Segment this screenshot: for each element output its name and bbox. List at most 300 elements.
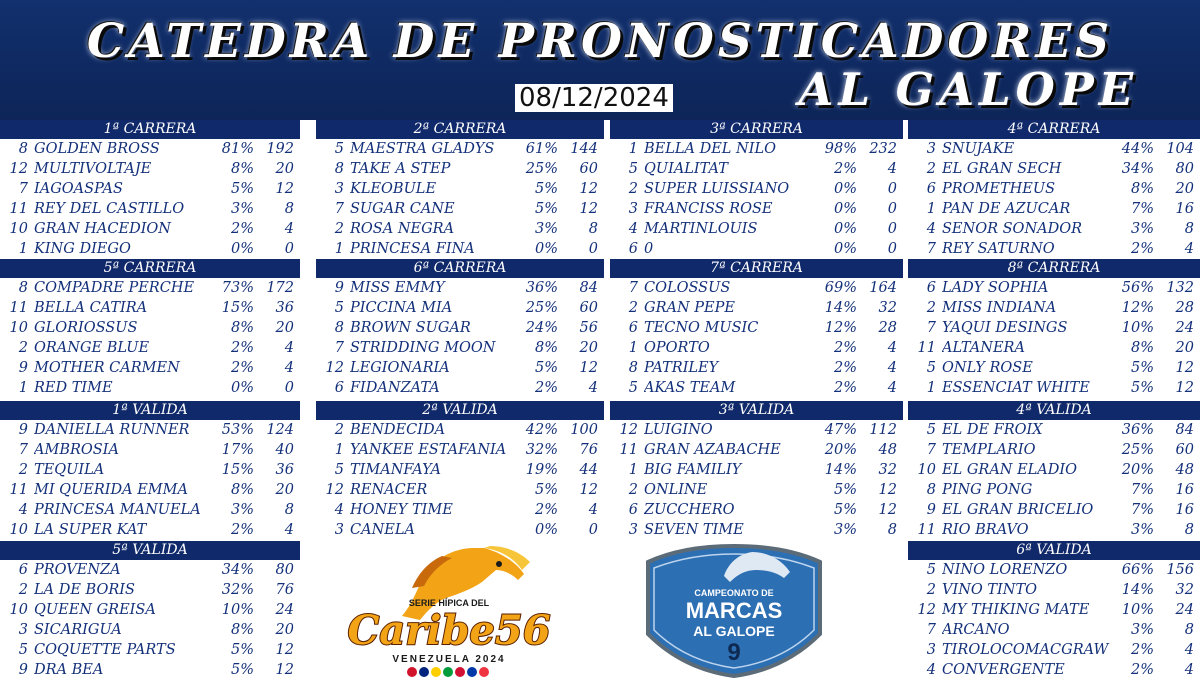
horse-percent: 53%	[221, 422, 254, 438]
horse-number: 5	[334, 141, 344, 157]
horse-name: EL DE FROIX	[942, 422, 1043, 438]
horse-name: BENDECIDA	[350, 422, 446, 438]
horse-row	[908, 139, 1200, 159]
horse-name: PATRILEY	[644, 360, 719, 376]
horse-row	[0, 520, 300, 540]
block-title: 5ª VALIDA	[0, 541, 300, 560]
horse-number: 3	[334, 181, 344, 197]
horse-percent: 12%	[824, 320, 857, 336]
horse-percent: 17%	[221, 442, 254, 458]
horse-name: QUIALITAT	[644, 161, 728, 177]
horse-name: MY THIKING MATE	[942, 602, 1090, 618]
horse-number: 2	[18, 582, 28, 598]
horse-points: 56	[579, 320, 598, 336]
horse-number: 1	[334, 442, 344, 458]
horse-name: ROSA NEGRA	[350, 221, 455, 237]
horse-points: 112	[869, 422, 897, 438]
horse-points: 20	[579, 340, 598, 356]
horse-name: LEGIONARIA	[350, 360, 450, 376]
horse-row	[610, 159, 903, 179]
horse-row	[316, 460, 604, 480]
horse-name: LA SUPER KAT	[34, 522, 147, 538]
campeonato-line3: AL GALOPE	[693, 623, 775, 639]
horse-points: 104	[1166, 141, 1194, 157]
horse-name: PING PONG	[942, 482, 1033, 498]
horse-number: 12	[9, 161, 28, 177]
horse-number: 8	[18, 141, 28, 157]
horse-percent: 2%	[833, 161, 857, 177]
horse-number: 8	[18, 280, 28, 296]
horse-percent: 36%	[1121, 422, 1154, 438]
horse-name: TEQUILA	[34, 462, 105, 478]
horse-percent: 69%	[824, 280, 857, 296]
horse-number: 1	[334, 241, 344, 257]
horse-name: ESSENCIAT WHITE	[942, 380, 1090, 396]
horse-row	[0, 318, 300, 338]
horse-number: 2	[18, 462, 28, 478]
horse-name: SICARIGUA	[34, 622, 122, 638]
horse-percent: 5%	[833, 502, 857, 518]
horse-percent: 3%	[1130, 221, 1154, 237]
horse-row	[316, 338, 604, 358]
horse-percent: 66%	[1121, 562, 1154, 578]
horse-percent: 3%	[230, 502, 254, 518]
horse-percent: 8%	[230, 161, 254, 177]
horse-name: TIMANFAYA	[350, 462, 442, 478]
horse-points: 12	[579, 181, 598, 197]
horse-row	[908, 298, 1200, 318]
horse-points: 84	[1175, 422, 1194, 438]
campeonato-number: 9	[727, 639, 741, 666]
horse-number: 8	[926, 482, 936, 498]
horse-name: MI QUERIDA EMMA	[34, 482, 188, 498]
horse-name: ZUCCHERO	[644, 502, 735, 518]
horse-percent: 15%	[221, 462, 254, 478]
horse-points: 80	[1175, 161, 1194, 177]
horse-points: 144	[570, 141, 598, 157]
horse-number: 8	[628, 360, 638, 376]
horse-number: 11	[917, 340, 936, 356]
horse-percent: 3%	[534, 221, 558, 237]
horse-name: BROWN SUGAR	[350, 320, 471, 336]
horse-row	[0, 600, 300, 620]
horse-row	[908, 159, 1200, 179]
horse-row	[0, 199, 300, 219]
horse-row	[0, 460, 300, 480]
horse-points: 0	[284, 380, 294, 396]
horse-percent: 8%	[1130, 340, 1154, 356]
horse-points: 40	[275, 442, 294, 458]
horse-points: 32	[1175, 582, 1194, 598]
horse-percent: 25%	[525, 161, 558, 177]
horse-row	[610, 139, 903, 159]
horse-number: 6	[926, 280, 936, 296]
horse-number: 5	[926, 562, 936, 578]
horse-points: 12	[275, 662, 294, 678]
horse-percent: 0%	[833, 181, 857, 197]
horse-number: 7	[334, 201, 344, 217]
horse-name: COMPADRE PERCHE	[34, 280, 195, 296]
horse-row	[610, 338, 903, 358]
horse-points: 44	[579, 462, 598, 478]
horse-percent: 2%	[1130, 241, 1154, 257]
horse-row	[316, 318, 604, 338]
horse-number: 7	[926, 241, 936, 257]
horse-number: 7	[628, 280, 638, 296]
horse-number: 4	[926, 221, 936, 237]
horse-row	[908, 560, 1200, 580]
horse-percent: 73%	[221, 280, 254, 296]
horse-name: GRAN PEPE	[644, 300, 735, 316]
valida-block	[316, 401, 604, 540]
caribe-country-text: VENEZUELA 2024	[392, 654, 506, 665]
horse-name: ORANGE BLUE	[34, 340, 150, 356]
race-block	[908, 259, 1200, 398]
horse-number: 8	[334, 161, 344, 177]
horse-percent: 2%	[230, 221, 254, 237]
horse-row	[316, 298, 604, 318]
horse-name: PROVENZA	[34, 562, 121, 578]
horse-row	[908, 420, 1200, 440]
horse-name: KLEOBULE	[350, 181, 437, 197]
horse-number: 2	[18, 340, 28, 356]
horse-percent: 3%	[1130, 622, 1154, 638]
horse-row	[0, 620, 300, 640]
horse-name: STRIDDING MOON	[350, 340, 496, 356]
horse-row	[316, 440, 604, 460]
horse-row	[908, 179, 1200, 199]
horse-percent: 5%	[230, 181, 254, 197]
horse-percent: 3%	[230, 201, 254, 217]
horse-row	[908, 580, 1200, 600]
horse-percent: 12%	[1121, 300, 1154, 316]
horse-name: COQUETTE PARTS	[34, 642, 176, 658]
horse-name: GOLDEN BROSS	[34, 141, 160, 157]
horse-name: SNUJAKE	[942, 141, 1015, 157]
horse-points: 0	[284, 241, 294, 257]
horse-number: 6	[628, 241, 638, 257]
horse-number: 9	[18, 422, 28, 438]
horse-name: EL GRAN ELADIO	[942, 462, 1078, 478]
horse-points: 20	[275, 622, 294, 638]
horse-name: MARTINLOUIS	[644, 221, 758, 237]
horse-percent: 5%	[1130, 380, 1154, 396]
horse-row	[316, 278, 604, 298]
horse-points: 4	[887, 161, 897, 177]
horse-points: 12	[275, 181, 294, 197]
horse-row	[0, 500, 300, 520]
horse-points: 12	[1175, 380, 1194, 396]
horse-name: 0	[644, 241, 654, 257]
block-title: 1ª CARRERA	[0, 120, 300, 139]
horse-points: 20	[275, 320, 294, 336]
horse-points: 0	[887, 181, 897, 197]
horse-percent: 5%	[230, 642, 254, 658]
horse-row	[0, 640, 300, 660]
horse-number: 10	[9, 602, 28, 618]
horse-percent: 14%	[824, 300, 857, 316]
horse-points: 4	[284, 522, 294, 538]
horse-number: 11	[917, 522, 936, 538]
horse-points: 80	[275, 562, 294, 578]
horse-row	[0, 560, 300, 580]
horse-name: HONEY TIME	[350, 502, 453, 518]
horse-points: 4	[887, 360, 897, 376]
horse-name: EL GRAN BRICELIO	[942, 502, 1094, 518]
race-block	[908, 120, 1200, 259]
horse-name: FIDANZATA	[350, 380, 440, 396]
horse-row	[0, 239, 300, 259]
horse-percent: 2%	[534, 502, 558, 518]
horse-row	[610, 179, 903, 199]
horse-points: 8	[1184, 522, 1194, 538]
horse-number: 7	[18, 181, 28, 197]
horse-name: GRAN AZABACHE	[644, 442, 781, 458]
horse-percent: 20%	[824, 442, 857, 458]
horse-number: 3	[18, 622, 28, 638]
horse-number: 2	[628, 300, 638, 316]
horse-percent: 0%	[833, 241, 857, 257]
block-title: 3ª CARRERA	[610, 120, 903, 139]
horse-number: 10	[9, 221, 28, 237]
horse-row	[0, 378, 300, 398]
horse-percent: 98%	[824, 141, 857, 157]
horse-percent: 5%	[1130, 360, 1154, 376]
horse-points: 84	[579, 280, 598, 296]
horse-points: 24	[275, 602, 294, 618]
horse-percent: 0%	[230, 241, 254, 257]
horse-row	[908, 199, 1200, 219]
horse-row	[0, 278, 300, 298]
horse-name: FRANCISS ROSE	[644, 201, 773, 217]
horse-number: 11	[9, 300, 28, 316]
horse-row	[908, 239, 1200, 259]
horse-name: ONLY ROSE	[942, 360, 1033, 376]
horse-points: 8	[284, 201, 294, 217]
horse-points: 20	[275, 161, 294, 177]
horse-percent: 2%	[833, 380, 857, 396]
horse-row	[316, 500, 604, 520]
horse-name: BELLA DEL NILO	[644, 141, 776, 157]
horse-name: PROMETHEUS	[942, 181, 1056, 197]
horse-percent: 25%	[525, 300, 558, 316]
horse-percent: 34%	[1121, 161, 1154, 177]
horse-row	[908, 600, 1200, 620]
horse-row	[316, 219, 604, 239]
horse-points: 36	[275, 300, 294, 316]
horse-row	[908, 378, 1200, 398]
horse-number: 11	[619, 442, 638, 458]
horse-points: 0	[887, 241, 897, 257]
horse-row	[610, 298, 903, 318]
horse-percent: 10%	[221, 602, 254, 618]
horse-name: NIÑO LORENZO	[942, 562, 1068, 578]
horse-percent: 14%	[1121, 582, 1154, 598]
valida-block	[908, 401, 1200, 540]
horse-name: GRAN HACEDION	[34, 221, 171, 237]
horse-number: 6	[926, 181, 936, 197]
horse-number: 11	[9, 482, 28, 498]
horse-number: 12	[325, 482, 344, 498]
horse-points: 16	[1175, 201, 1194, 217]
horse-points: 0	[588, 241, 598, 257]
horse-points: 8	[1184, 622, 1194, 638]
horse-percent: 10%	[1121, 602, 1154, 618]
horse-number: 7	[926, 320, 936, 336]
horse-percent: 36%	[525, 280, 558, 296]
horse-number: 7	[334, 340, 344, 356]
block-title: 7ª CARRERA	[610, 259, 903, 278]
horse-number: 1	[926, 380, 936, 396]
horse-points: 32	[878, 300, 897, 316]
horse-number: 1	[628, 340, 638, 356]
horse-percent: 32%	[525, 442, 558, 458]
horse-points: 36	[275, 462, 294, 478]
horse-name: EL GRAN SECH	[942, 161, 1062, 177]
horse-row	[610, 520, 903, 540]
horse-number: 12	[619, 422, 638, 438]
horse-row	[0, 139, 300, 159]
horse-row	[610, 440, 903, 460]
horse-number: 5	[628, 161, 638, 177]
horse-points: 24	[1175, 602, 1194, 618]
logo-panel	[316, 540, 906, 680]
horse-points: 8	[284, 502, 294, 518]
horse-number: 4	[18, 502, 28, 518]
horse-number: 9	[926, 502, 936, 518]
horse-number: 2	[926, 300, 936, 316]
horse-points: 12	[878, 482, 897, 498]
horse-percent: 0%	[534, 241, 558, 257]
horse-percent: 8%	[534, 340, 558, 356]
horse-row	[908, 500, 1200, 520]
flags-strip-icon	[407, 667, 489, 677]
horse-points: 12	[579, 360, 598, 376]
horse-name: LADY SOPHIA	[942, 280, 1049, 296]
horse-name: ALTANERA	[942, 340, 1025, 356]
horse-name: AMBROSIA	[34, 442, 119, 458]
horse-name: PRINCESA FINA	[350, 241, 475, 257]
horse-points: 8	[588, 221, 598, 237]
horse-name: REY SATURNO	[942, 241, 1055, 257]
horse-row	[610, 480, 903, 500]
block-title: 4ª VALIDA	[908, 401, 1200, 420]
block-title: 2ª VALIDA	[316, 401, 604, 420]
horse-percent: 7%	[1130, 502, 1154, 518]
horse-percent: 8%	[1130, 181, 1154, 197]
campeonato-line2: MARCAS	[685, 598, 783, 623]
header-banner	[0, 0, 1200, 120]
horse-row	[0, 159, 300, 179]
horse-name: GLORIOSSUS	[34, 320, 138, 336]
horse-points: 192	[266, 141, 294, 157]
horse-row	[316, 420, 604, 440]
horse-number: 9	[18, 662, 28, 678]
horse-points: 132	[1166, 280, 1194, 296]
horse-points: 12	[579, 201, 598, 217]
horse-number: 3	[628, 201, 638, 217]
block-title: 4ª CARRERA	[908, 120, 1200, 139]
horse-percent: 34%	[221, 562, 254, 578]
horse-points: 0	[588, 522, 598, 538]
horse-name: MAESTRA GLADYS	[350, 141, 495, 157]
block-title: 3ª VALIDA	[610, 401, 903, 420]
horse-percent: 8%	[230, 482, 254, 498]
horse-name: SUPER LUISSIANO	[644, 181, 790, 197]
horse-name: REY DEL CASTILLO	[34, 201, 185, 217]
horse-name: DANIELLA RUNNER	[34, 422, 190, 438]
horse-percent: 5%	[534, 181, 558, 197]
horse-number: 10	[9, 522, 28, 538]
horse-name: MOTHER CARMEN	[34, 360, 180, 376]
horse-points: 48	[1175, 462, 1194, 478]
horse-row	[0, 338, 300, 358]
horse-number: 5	[334, 462, 344, 478]
horse-name: RED TIME	[34, 380, 113, 396]
horse-row	[908, 480, 1200, 500]
horse-name: MISS EMMY	[350, 280, 445, 296]
horse-row	[0, 358, 300, 378]
horse-row	[316, 358, 604, 378]
horse-row	[316, 139, 604, 159]
horse-percent: 2%	[1130, 662, 1154, 678]
caribe-series-text: SERIE HÍPICA DEL	[408, 598, 490, 608]
horse-percent: 8%	[230, 320, 254, 336]
horse-number: 2	[334, 422, 344, 438]
horse-name: OPORTO	[644, 340, 710, 356]
horse-number: 3	[334, 522, 344, 538]
race-block	[610, 259, 903, 398]
horse-name: MISS INDIANA	[942, 300, 1057, 316]
horse-name: CONVERGENTE	[942, 662, 1065, 678]
horse-number: 2	[926, 582, 936, 598]
horse-percent: 2%	[1130, 642, 1154, 658]
horse-row	[908, 440, 1200, 460]
horse-row	[316, 480, 604, 500]
horse-percent: 3%	[1130, 522, 1154, 538]
horse-row	[908, 278, 1200, 298]
horse-name: IAGOASPAS	[34, 181, 123, 197]
horse-number: 5	[334, 300, 344, 316]
horse-points: 4	[887, 340, 897, 356]
horse-percent: 5%	[534, 201, 558, 217]
horse-number: 6	[18, 562, 28, 578]
horse-number: 4	[628, 221, 638, 237]
horse-name: RENACER	[350, 482, 428, 498]
horse-points: 4	[284, 340, 294, 356]
horse-points: 16	[1175, 482, 1194, 498]
horse-points: 28	[878, 320, 897, 336]
horse-number: 6	[628, 320, 638, 336]
horse-percent: 19%	[525, 462, 558, 478]
horse-number: 5	[18, 642, 28, 658]
horse-row	[610, 219, 903, 239]
horse-row	[908, 620, 1200, 640]
horse-name: VINO TINTO	[942, 582, 1038, 598]
horse-number: 10	[917, 462, 936, 478]
horse-row	[316, 378, 604, 398]
horse-points: 4	[588, 502, 598, 518]
horse-number: 1	[628, 462, 638, 478]
horse-row	[0, 179, 300, 199]
horse-points: 156	[1166, 562, 1194, 578]
horse-name: KING DIEGO	[34, 241, 131, 257]
horse-row	[0, 480, 300, 500]
horse-percent: 2%	[833, 360, 857, 376]
horse-percent: 47%	[824, 422, 857, 438]
horse-name: BIG FAMILIY	[644, 462, 742, 478]
valida-block	[610, 401, 903, 540]
